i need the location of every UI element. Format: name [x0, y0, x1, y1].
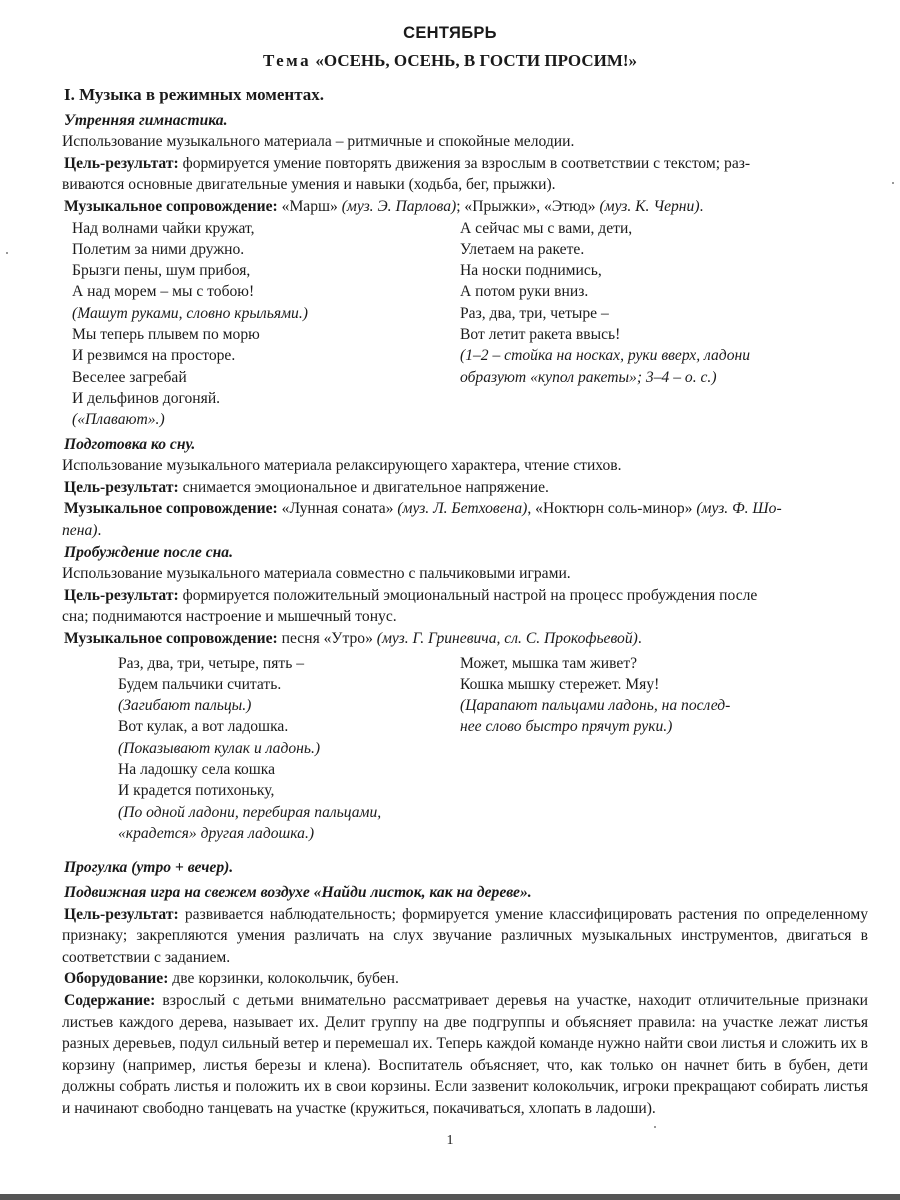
poem-line: Веселее загребай — [72, 368, 187, 386]
poem-left-column — [118, 653, 381, 845]
scan-speck — [6, 252, 8, 254]
goal-text: развивается наблюдательность; формируется умение классифицировать растения по определенному признаку; закрепляются умения различать на слух звучание различных музыкальных инструментов, двигаться в соответствии с заданием. — [62, 905, 868, 966]
walk-heading: Прогулка (утро + вечер). — [64, 858, 234, 876]
poem-line: И резвимся на просторе. — [72, 347, 236, 365]
poem-stage-direction: (Загибают пальцы.) — [118, 697, 252, 715]
scan-speck — [654, 1126, 656, 1128]
wake-heading: Пробуждение после сна. — [64, 543, 233, 561]
accomp-author: (муз. Э. Парлова) — [341, 197, 457, 215]
poem-line: И крадется потихоньку, — [118, 782, 275, 800]
morning-accompaniment — [64, 196, 868, 218]
accomp-piece: , «Ноктюрн соль-минор» — [527, 500, 697, 518]
poem-right-column — [460, 218, 750, 388]
accomp-author: (муз. Г. Гриневича, сл. С. Прокофьевой) — [376, 629, 638, 647]
accomp-author: (муз. Л. Бетховена) — [397, 500, 528, 518]
poem-stage-direction: («Плавают».) — [72, 411, 165, 429]
accomp-end: . — [699, 197, 704, 215]
sleep-goal — [64, 477, 868, 499]
accomp-author: пена) — [62, 521, 98, 539]
accomp-piece: песня «Утро» — [277, 629, 377, 647]
scan-edge — [0, 1194, 900, 1200]
content-label: Содержание: — [64, 992, 156, 1010]
poem-line: Раз, два, три, четыре, пять – — [118, 654, 305, 672]
poem-left-column — [72, 218, 308, 431]
walk-equipment — [64, 968, 868, 990]
sleep-heading: Подготовка ко сну. — [64, 435, 196, 453]
game-heading: Подвижная игра на свежем воздухе «Найди листок, как на дереве». — [64, 884, 532, 902]
walk-goal — [62, 904, 868, 969]
poem-right-column — [460, 653, 730, 738]
sleep-usage: Использование музыкального материала релаксирующего характера, чтение стихов. — [62, 457, 622, 475]
poem-stage-direction: (По одной ладони, перебирая пальцами, — [118, 803, 382, 821]
accomp-end: . — [637, 629, 642, 647]
accomp-author: (муз. Ф. Шо- — [696, 500, 782, 518]
poem-line: Может, мышка там живет? — [460, 654, 638, 672]
accomp-piece: ; «Прыжки», «Этюд» — [456, 197, 600, 215]
poem-stage-direction: «крадется» другая ладошка.) — [118, 824, 315, 842]
main-content — [62, 84, 868, 1120]
poem-line: Будем пальчики считать. — [118, 675, 282, 693]
goal-text: формируется умение повторять движения за взрослым в соответствии с текстом; раз- — [178, 154, 751, 172]
morning-usage: Использование музыкального материала – ритмичные и спокойные мелодии. — [62, 133, 575, 151]
poem-line: И дельфинов догоняй. — [72, 389, 221, 407]
accomp-piece: «Лунная соната» — [277, 500, 398, 518]
poem-line: Над волнами чайки кружат, — [72, 219, 255, 237]
walk-content — [62, 990, 868, 1120]
topic-prefix: Тема — [262, 51, 312, 70]
morning-goal-cont: виваются основные двигательные умения и навыки (ходьба, бег, прыжки). — [62, 176, 556, 194]
goal-label: Цель-результат: — [64, 905, 179, 923]
accomp-label: Музыкальное сопровождение: — [64, 500, 278, 518]
wake-goal-cont: сна; поднимаются настроение и мышечный тонус. — [62, 608, 397, 626]
content-text: взрослый с детьми внимательно рассматривает деревья на участке, находит отличительные признаки листьев каждого дерева, называет их. Делит группу на две подгруппы и объясняет правила: на участке лежат листья разных деревьев, подул сильный ветер и перемешал их. Теперь каждой команде нужно найти свои листья и сложить их в корзину (например, листья березы и клена). Воспитатель объясняет, что, как только он начнет бить в бубен, дети должны собрать листья и положить их в свои корзины. Если зазвенит колокольчик, игроки прекращают собирать листья и начинают свободно танцевать на участке (кружиться, покачиваться, хлопать в ладоши). — [62, 992, 868, 1118]
wake-goal — [64, 585, 868, 607]
page-number: 1 — [446, 1133, 454, 1148]
morning-poem — [62, 218, 868, 434]
goal-label: Цель-результат: — [64, 154, 179, 172]
poem-line: А сейчас мы с вами, дети, — [460, 219, 633, 237]
poem-stage-direction: (Показывают кулак и ладонь.) — [118, 739, 321, 757]
wake-usage: Использование музыкального материала совместно с пальчиковыми играми. — [62, 565, 571, 583]
poem-stage-direction: нее слово быстро прячут руки.) — [460, 718, 673, 736]
section-title: I. Музыка в режимных моментах. — [64, 85, 325, 104]
poem-line: На ладошку села кошка — [118, 760, 276, 778]
equipment-text: две корзинки, колокольчик, бубен. — [168, 970, 399, 988]
morning-heading: Утренняя гимнастика. — [64, 111, 228, 129]
poem-stage-direction: (1–2 – стойка на носках, руки вверх, ладони — [460, 347, 751, 365]
poem-line: Кошка мышку стережет. Мяу! — [460, 675, 660, 693]
poem-stage-direction: (Машут руками, словно крыльями.) — [72, 304, 308, 322]
poem-stage-direction: (Царапают пальцами ладонь, на послед- — [460, 697, 731, 715]
accomp-label: Музыкальное сопровождение: — [64, 197, 278, 215]
accomp-author: (муз. К. Черни) — [599, 197, 700, 215]
topic-title: «ОСЕНЬ, ОСЕНЬ, В ГОСТИ ПРОСИМ!» — [315, 51, 638, 70]
accomp-label: Музыкальное сопровождение: — [64, 629, 278, 647]
wake-poem — [62, 653, 868, 851]
scan-speck — [892, 182, 894, 184]
poem-line: А потом руки вниз. — [460, 283, 589, 301]
poem-line: Раз, два, три, четыре – — [460, 304, 609, 322]
morning-goal — [64, 153, 868, 175]
poem-line: Вот летит ракета ввысь! — [460, 326, 621, 344]
topic-heading — [0, 51, 900, 71]
month-heading: СЕНТЯБРЬ — [403, 24, 497, 42]
goal-label: Цель-результат: — [64, 478, 179, 496]
poem-stage-direction: образуют «купол ракеты»; 3–4 – о. с.) — [460, 368, 717, 386]
poem-line: А над морем – мы с тобою! — [72, 283, 255, 301]
equipment-label: Оборудование: — [64, 970, 169, 988]
poem-line: Полетим за ними дружно. — [72, 240, 245, 258]
wake-accompaniment — [64, 628, 868, 650]
accomp-piece: «Марш» — [277, 197, 342, 215]
goal-label: Цель-результат: — [64, 586, 179, 604]
sleep-accompaniment — [64, 498, 868, 520]
goal-text: снимается эмоциональное и двигательное напряжение. — [178, 478, 549, 496]
goal-text: формируется положительный эмоциональный настрой на процесс пробуждения после — [178, 586, 758, 604]
poem-line: Брызги пены, шум прибоя, — [72, 262, 251, 280]
poem-line: На носки поднимись, — [460, 262, 602, 280]
poem-line: Улетаем на ракете. — [460, 240, 585, 258]
sleep-accompaniment-cont — [62, 520, 868, 542]
accomp-end: . — [97, 521, 102, 539]
poem-line: Мы теперь плывем по морю — [72, 326, 260, 344]
poem-line: Вот кулак, а вот ладошка. — [118, 718, 289, 736]
